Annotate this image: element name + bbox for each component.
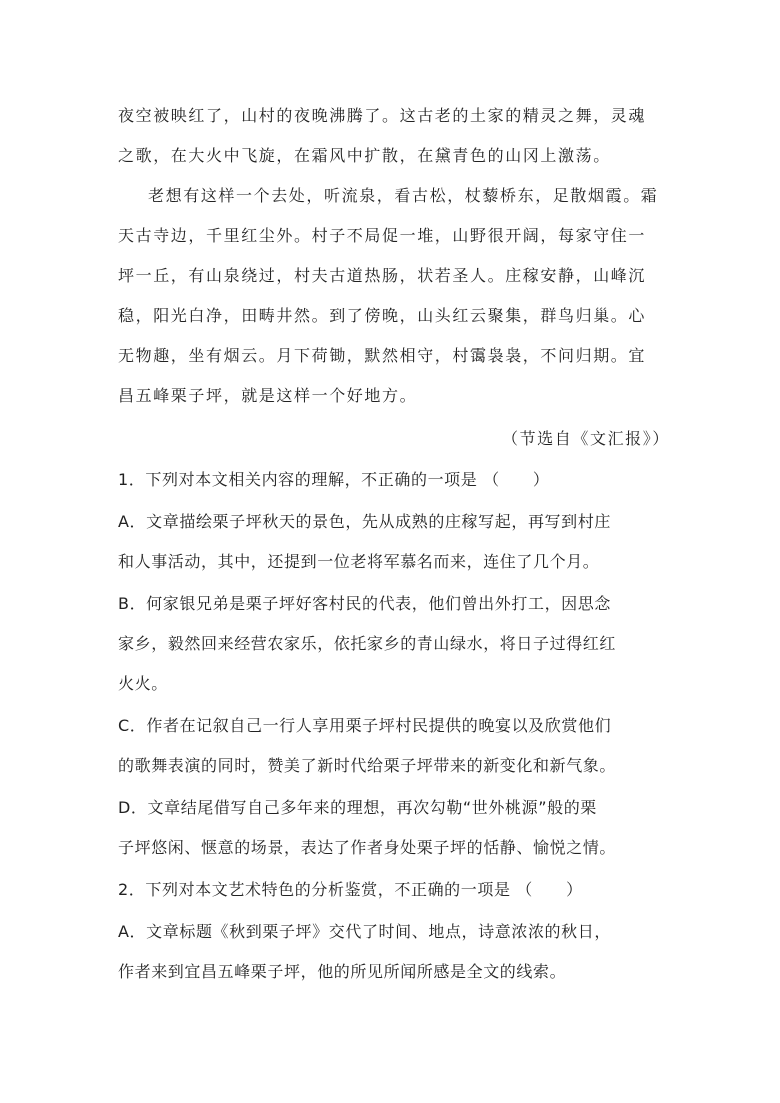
question-2-stem: 2．下列对本文艺术特色的分析鉴赏，不正确的一项是 （ ）: [118, 880, 583, 899]
passage-source: （节选自《文汇报》）: [501, 429, 670, 448]
question-1-option-b: B．何家银兄弟是栗子坪好客村民的代表，他们曾出外打工，因思念: [118, 594, 611, 613]
passage-line: 夜空被映红了，山村的夜晚沸腾了。这古老的土家的精灵之舞，灵魂: [118, 106, 647, 125]
question-1-option-a: 和人事活动，其中，还提到一位老将军慕名而来，连住了几个月。: [118, 552, 600, 571]
question-1-stem: 1．下列对本文相关内容的理解，不正确的一项是 （ ）: [118, 470, 550, 489]
passage-line: 无物趣，坐有烟云。月下荷锄，默然相守，村霭袅袅，不问归期。宜: [118, 346, 647, 365]
question-1-option-d: D．文章结尾借写自己多年来的理想，再次勾勒“世外桃源”般的栗: [118, 798, 597, 817]
passage-line: 稳，阳光白净，田畴井然。到了傍晚，山头红云聚集，群鸟归巢。心: [118, 306, 647, 325]
question-1-option-b: 家乡，毅然回来经营农家乐，依托家乡的青山绿水，将日子过得红红: [118, 634, 617, 653]
question-2-option-a: 作者来到宜昌五峰栗子坪，他的所见所闻所感是全文的线索。: [118, 962, 567, 981]
question-2-option-a: A．文章标题《秋到栗子坪》交代了时间、地点，诗意浓浓的秋日，: [118, 922, 611, 941]
passage-line: 天古寺边，千里红尘外。村子不局促一堆，山野很开阔，每家守住一: [118, 226, 647, 245]
question-1-option-c: C．作者在记叙自己一行人享用栗子坪村民提供的晚宴以及欣赏他们: [118, 716, 612, 735]
question-1-option-b: 火火。: [118, 674, 168, 693]
question-1-option-a: A．文章描绘栗子坪秋天的景色，先从成熟的庄稼写起，再写到村庄: [118, 512, 611, 531]
passage-line: 昌五峰栗子坪，就是这样一个好地方。: [118, 386, 418, 405]
question-1-option-d: 子坪悠闲、惬意的场景，表达了作者身处栗子坪的恬静、愉悦之情。: [118, 838, 617, 857]
question-1-option-c: 的歌舞表演的同时，赞美了新时代给栗子坪带来的新变化和新气象。: [118, 756, 617, 775]
passage-line: 老想有这样一个去处，听流泉，看古松，杖藜桥东，足散烟霞。霜: [148, 186, 659, 205]
passage-line: 之歌，在大火中飞旋，在霜风中扩散，在黛青色的山冈上激荡。: [118, 146, 611, 165]
passage-line: 坪一丘，有山泉绕过，村夫古道热肠，状若圣人。庄稼安静，山峰沉: [118, 266, 647, 285]
